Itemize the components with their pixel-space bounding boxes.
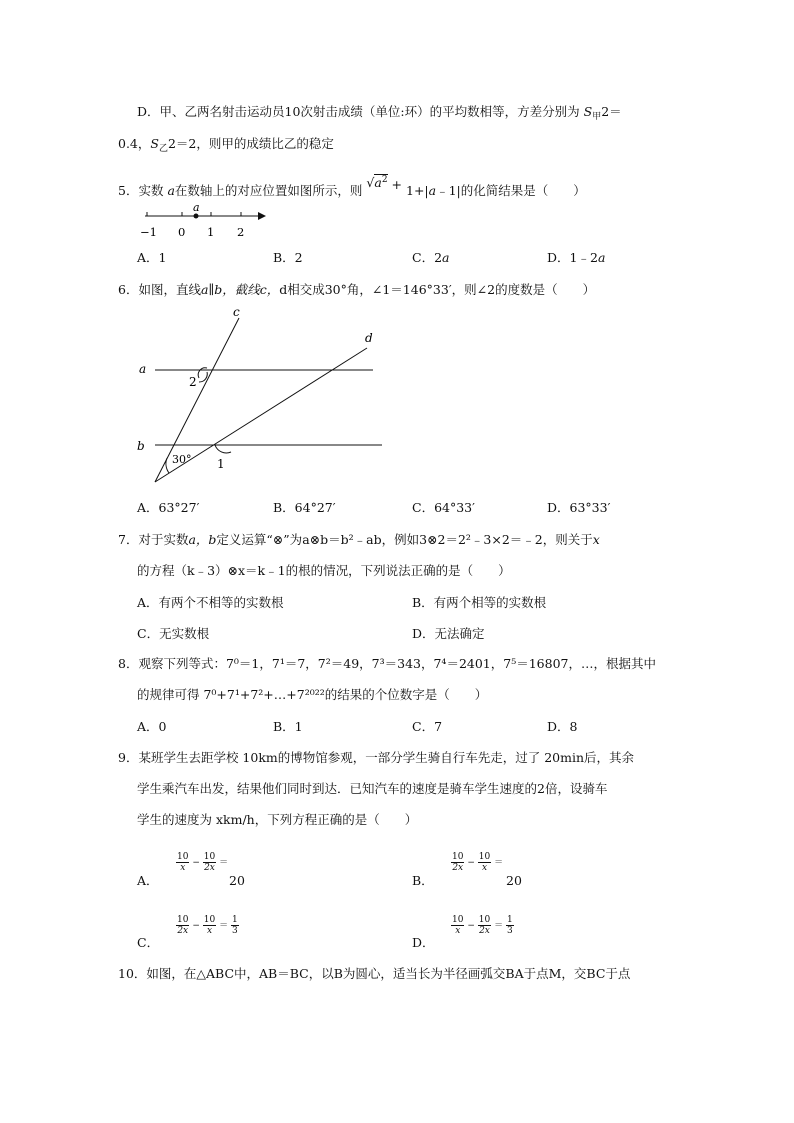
q8-option-b bbox=[273, 719, 303, 735]
q5-plus: + bbox=[391, 177, 403, 192]
q7-option-d bbox=[412, 626, 485, 642]
q6-figure bbox=[135, 300, 395, 500]
q5-option-a bbox=[137, 250, 166, 266]
q7-option-b bbox=[412, 595, 546, 611]
tick-label-1: 1 bbox=[207, 225, 215, 239]
angle1-arc bbox=[215, 445, 231, 453]
tick-label-2: 2 bbox=[237, 225, 245, 239]
q9-option-c-eq bbox=[176, 915, 239, 936]
q7-option-a bbox=[137, 595, 284, 611]
den: 2x bbox=[177, 926, 189, 936]
q6-opt-c-text: C．64°33′ bbox=[412, 500, 475, 515]
q6-option-c bbox=[412, 500, 475, 516]
equals: ＝ bbox=[219, 921, 229, 931]
q6-option-b bbox=[273, 500, 336, 516]
angle2-arc-inner bbox=[198, 368, 207, 378]
q6-stem bbox=[118, 282, 595, 298]
den: 2x bbox=[479, 926, 490, 936]
s-yi: S bbox=[150, 136, 159, 151]
axis-arrow bbox=[258, 212, 266, 220]
frac-1-3 bbox=[506, 915, 514, 936]
q9-opt-d-text: D． bbox=[412, 935, 435, 950]
q5-opt-d-var: a bbox=[597, 250, 606, 265]
q10-line1-text: 10．如图，在△ABC中，AB＝BC，以B为圆心，适当长为半径画弧交BA于点M，交BC于点 bbox=[118, 966, 631, 981]
label-angle2: 2 bbox=[189, 375, 197, 389]
rhs-20: 20 bbox=[506, 873, 522, 888]
q5-sqrt-a: a bbox=[374, 175, 382, 190]
q9-line2-text: 学生乘汽车出发，结果他们同时到达．已知汽车的速度是骑车学生速度的2倍，设骑车 bbox=[137, 781, 608, 796]
q6-stem-d: d相交成30°角，∠1＝146°33′，则∠2的度数是（ ） bbox=[279, 282, 596, 297]
sub-jia: 甲 bbox=[592, 112, 602, 122]
q8-opt-c-text: C．7 bbox=[412, 719, 443, 734]
q9-line3-text: 学生的速度为 xkm/h，下列方程正确的是（ ） bbox=[137, 812, 418, 827]
equals: ＝ bbox=[219, 858, 229, 868]
angle30-arc bbox=[166, 458, 169, 473]
q8-line1 bbox=[118, 656, 656, 672]
frac-10-x bbox=[176, 852, 189, 873]
rhs-20: 20 bbox=[229, 873, 245, 888]
equals: ＝ bbox=[494, 921, 504, 931]
q9-option-d-eq bbox=[451, 915, 514, 936]
q7-line1-vars: a，b bbox=[188, 532, 217, 547]
q8-opt-d-text: D．8 bbox=[547, 719, 578, 734]
minus: − bbox=[467, 921, 475, 931]
den: x bbox=[206, 926, 213, 936]
q9-line1-text: 9．某班学生去距学校 10km的博物馆参观，一部分学生骑自行车先走，过了 20min后，其余 bbox=[118, 750, 635, 765]
q5-sqrt: $√a^2$ bbox=[366, 175, 388, 190]
q5-var-a: a bbox=[167, 183, 175, 198]
tick-label-0: 0 bbox=[178, 225, 186, 239]
q5-option-d bbox=[547, 250, 605, 266]
q8-line2-text: 的规律可得 7⁰+7¹+7²+…+7²⁰²²的结果的个位数字是（ ） bbox=[137, 687, 488, 702]
q4-d-line2a: 0.4， bbox=[118, 136, 151, 151]
frac-10-x bbox=[478, 852, 491, 873]
after-jia: 2＝ bbox=[601, 104, 622, 119]
q5-opt-a-text: A．1 bbox=[137, 250, 167, 265]
q5-number-line bbox=[140, 202, 280, 242]
den: x bbox=[180, 863, 186, 873]
q7-line1-x: x bbox=[592, 532, 600, 547]
num: 10 bbox=[452, 852, 464, 862]
q7-line1-a: 7．对于实数 bbox=[118, 532, 189, 547]
equals: ＝ bbox=[494, 858, 504, 868]
den: 2x bbox=[204, 863, 215, 873]
den: 2x bbox=[452, 863, 464, 873]
q6-opt-d-text: D．63°33′ bbox=[547, 500, 611, 515]
q8-option-c bbox=[412, 719, 442, 735]
q5-option-b bbox=[273, 250, 303, 266]
line-c bbox=[155, 318, 239, 482]
q5-stem-b: 在数轴上的对应位置如图所示，则 bbox=[174, 183, 363, 198]
q5-opt-d-text: D．1﹣2 bbox=[547, 250, 598, 265]
q8-opt-b-text: B．1 bbox=[273, 719, 303, 734]
q8-opt-a-text: A．0 bbox=[137, 719, 167, 734]
q4-d-line2b: 2＝2，则甲的成绩比乙的稳定 bbox=[167, 136, 334, 151]
q7-line1-def: a⊗b＝b²﹣ab，例如3⊗2＝2²﹣3×2＝﹣2，则关于 bbox=[302, 532, 593, 547]
q8-option-d bbox=[547, 719, 577, 735]
label-angle1: 1 bbox=[217, 457, 225, 471]
q7-line2-text: 的方程（k﹣3）⊗x＝k﹣1的根的情况，下列说法正确的是（ ） bbox=[137, 563, 511, 578]
num: 10 bbox=[177, 852, 189, 862]
q7-opt-b-text: B．有两个相等的实数根 bbox=[412, 595, 547, 610]
point-a bbox=[194, 214, 199, 219]
label-a: a bbox=[139, 362, 147, 376]
label-c: c bbox=[233, 305, 240, 319]
frac-10-2x bbox=[203, 852, 216, 873]
q9-option-c-label bbox=[137, 935, 159, 951]
s-jia: S bbox=[583, 104, 593, 119]
q5-stem bbox=[118, 175, 586, 199]
label-b: b bbox=[137, 439, 145, 453]
q5-stem-a: 5．实数 bbox=[118, 183, 164, 198]
den: x bbox=[481, 863, 488, 873]
q6-stem-vars: a∥b，截线 bbox=[200, 282, 260, 297]
q10-line1 bbox=[118, 966, 630, 982]
frac-10-x bbox=[203, 915, 216, 936]
q5-option-c bbox=[412, 250, 449, 266]
frac-10-x bbox=[451, 915, 464, 936]
minus: − bbox=[192, 858, 200, 868]
q7-opt-c-text: C．无实数根 bbox=[137, 626, 210, 641]
q5-sqrt-exp: 2 bbox=[381, 175, 388, 185]
q9-line2 bbox=[137, 781, 607, 797]
num: 1 bbox=[506, 915, 513, 925]
q9-opt-c-text: C． bbox=[137, 935, 160, 950]
q6-stem-a: 6．如图，直线 bbox=[118, 282, 201, 297]
q7-line1-b: 定义运算“⊗”为 bbox=[216, 532, 303, 547]
q5-opt-c-text: C．2 bbox=[412, 250, 443, 265]
frac-10-2x bbox=[176, 915, 189, 936]
num: 10 bbox=[177, 915, 189, 925]
minus: − bbox=[467, 858, 475, 868]
q9-option-b-eq bbox=[451, 852, 503, 873]
q5-stem-f: ﹣1|的化简结果是（ ） bbox=[436, 183, 586, 198]
label-angle30: 30° bbox=[172, 453, 192, 466]
q6-opt-a-text: A．63°27′ bbox=[137, 500, 200, 515]
q9-option-a-eq bbox=[176, 852, 228, 873]
q4-d-text: D．甲、乙两名射击运动员10次射击成绩（单位:环）的平均数相等，方差分别为 bbox=[137, 104, 580, 119]
den: 3 bbox=[231, 926, 238, 936]
q9-option-b-rhs bbox=[506, 873, 522, 889]
frac-10-2x bbox=[451, 852, 464, 873]
point-a-label: a bbox=[193, 201, 200, 214]
tick-label-m1: −1 bbox=[140, 225, 157, 239]
sub-yi: 乙 bbox=[158, 144, 168, 154]
q7-opt-a-text: A．有两个不相等的实数根 bbox=[137, 595, 284, 610]
num: 10 bbox=[452, 915, 464, 925]
q5-stem-e: a bbox=[428, 183, 437, 198]
q7-opt-d-text: D．无法确定 bbox=[412, 626, 485, 641]
q8-line2 bbox=[137, 687, 487, 703]
frac-10-2x bbox=[478, 915, 491, 936]
frac-1-3 bbox=[231, 915, 239, 936]
angle2-arc bbox=[199, 372, 207, 382]
q8-line1-text: 8．观察下列等式：7⁰＝1，7¹＝7，7²＝49，7³＝343，7⁴＝2401，7⁵＝16807，…，根据其中 bbox=[118, 656, 656, 671]
den: x bbox=[455, 926, 461, 936]
q8-option-a bbox=[137, 719, 166, 735]
q7-option-c bbox=[137, 626, 209, 642]
minus: − bbox=[192, 921, 200, 931]
q5-stem-d: 1+| bbox=[406, 183, 429, 198]
q7-line1 bbox=[118, 532, 600, 548]
num: 1 bbox=[231, 915, 238, 925]
q5-opt-c-var: a bbox=[442, 250, 450, 265]
den: 3 bbox=[506, 926, 513, 936]
q9-opt-b-text: B． bbox=[412, 873, 434, 888]
q4-option-d-line2 bbox=[118, 136, 334, 157]
num: 10 bbox=[478, 915, 491, 925]
num: 10 bbox=[478, 852, 491, 862]
label-d: d bbox=[365, 331, 373, 345]
q9-line3 bbox=[137, 812, 417, 828]
q9-option-a-rhs bbox=[229, 873, 245, 889]
q9-option-d-label bbox=[412, 935, 435, 951]
num: 10 bbox=[203, 852, 216, 862]
q5-opt-b-text: B．2 bbox=[273, 250, 303, 265]
q6-option-a bbox=[137, 500, 199, 516]
q6-option-d bbox=[547, 500, 610, 516]
q9-opt-a-text: A． bbox=[137, 873, 159, 888]
q9-line1 bbox=[118, 750, 634, 766]
q6-stem-c: c， bbox=[259, 282, 280, 297]
q6-opt-b-text: B．64°27′ bbox=[273, 500, 336, 515]
q9-option-b-label bbox=[412, 873, 434, 889]
q9-option-a-label bbox=[137, 873, 159, 889]
q4-option-d-line1 bbox=[137, 104, 622, 125]
num: 10 bbox=[203, 915, 216, 925]
q7-line2 bbox=[137, 563, 511, 579]
